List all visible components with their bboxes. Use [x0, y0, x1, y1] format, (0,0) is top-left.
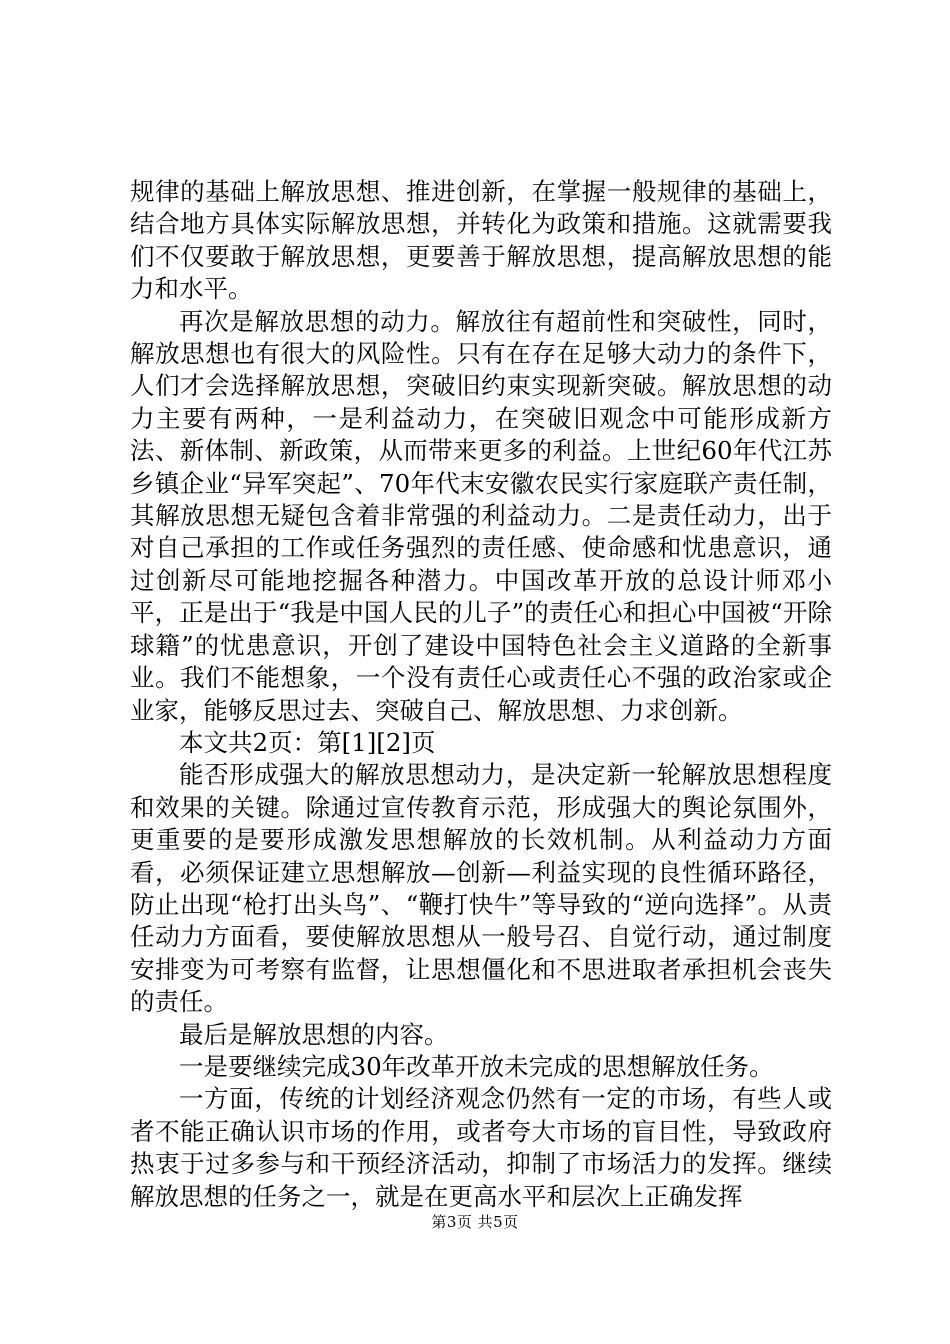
paragraph-motivation: 再次是解放思想的动力。解放往有超前性和突破性，同时，解放思想也有很大的风险性。只有在存在足够大动力的条件下，人们才会选择解放思想，突破旧约束实现新突破。解放思想的动力主要有两种，一是利益动力，在突破旧观念中可能形成新方法、新体制、新政策，从而带来更多的利益。上世纪60年代江苏乡镇企业“异军突起”、70年代末安徽农民实行家庭联产责任制，其解放思想无疑包含着非常强的利益动力。二是责任动力，出于对自己承担的工作或任务强烈的责任感、使命感和忧患意识，通过创新尽可能地挖掘各种潜力。中国改革开放的总设计师邓小平，正是出于“我是中国人民的儿子”的责任心和担心中国被“开除球籍”的忧患意识，开创了建设中国特色社会主义道路的全新事业。我们不能想象，一个没有责任心或责任心不强的政治家或企业家，能够反思过去、突破自己、解放思想、力求创新。 [130, 306, 832, 725]
document-body [130, 176, 832, 1213]
paragraph-first-point: 一是要继续完成30年改革开放未完成的思想解放任务。 [179, 1051, 774, 1081]
page-footer: 第3页 共5页 [431, 1213, 519, 1231]
paragraph-continuation: 规律的基础上解放思想、推进创新，在掌握一般规律的基础上，结合地方具体实际解放思想，并转化为政策和措施。这就需要我们不仅要敢于解放思想，更要善于解放思想，提高解放思想的能力和水平。 [130, 177, 832, 304]
paragraph-market: 一方面，传统的计划经济观念仍然有一定的市场，有些人或者不能正确认识市场的作用，或者夸大市场的盲目性，导致政府热衷于过多参与和干预经济活动，抑制了市场活力的发挥。继续解放思想的任务之一，就是在更高水平和层次上正确发挥 [130, 1084, 832, 1211]
page-navigation-note: 本文共2页：第[1][2]页 [179, 727, 436, 757]
paragraph-mechanism: 能否形成强大的解放思想动力，是决定新一轮解放思想程度和效果的关键。除通过宣传教育示范，形成强大的舆论氛围外，更重要的是要形成激发思想解放的长效机制。从利益动力方面看，必须保证建立思想解放—创新—利益实现的良性循环路径，防止出现“枪打出头鸟”、“鞭打快牛”等导致的“逆向选择”。从责任动力方面看，要使解放思想从一般号召、自觉行动，通过制度安排变为可考察有监督，让思想僵化和不思进取者承担机会丧失的责任。 [130, 760, 832, 1017]
paragraph-content-heading: 最后是解放思想的内容。 [179, 1019, 449, 1049]
